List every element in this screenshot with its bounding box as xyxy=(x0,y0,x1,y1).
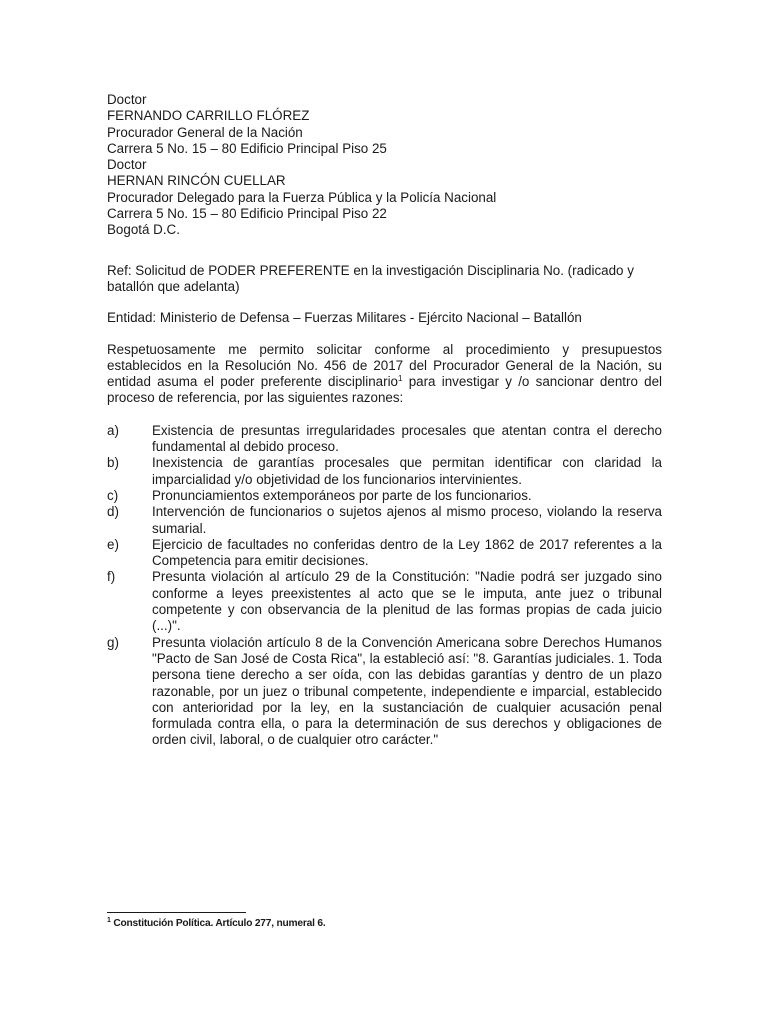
recipient-line: Carrera 5 No. 15 – 80 Edificio Principal Piso 25 xyxy=(107,140,387,156)
list-item-text: Presunta violación artículo 8 de la Convención Americana sobre Derechos Humanos "Pacto de San José de Costa Rica", la estableció así: "8. Garantías judiciales. 1. Toda persona tiene derecho a ser oída, con las debidas garantías y dentro de un plazo razonable, por un juez o tribunal competente, independiente e imparcial, establecido con anterioridad por la ley, en la sustanciación de cualquier acusación penal formulada contra ella, o para la determinación de sus derechos y obligaciones de orden civil, laboral, o de cualquier otro carácter." xyxy=(152,634,662,748)
recipient-line: Procurador General de la Nación xyxy=(107,124,303,140)
list-item-text: Ejercicio de facultades no conferidas dentro de la Ley 1862 de 2017 referentes a la Competencia para emitir decisiones. xyxy=(152,536,662,569)
recipient-line: Carrera 5 No. 15 – 80 Edificio Principal Piso 22 xyxy=(107,206,387,222)
list-item-text: Existencia de presuntas irregularidades procesales que atentan contra el derecho fundamental al debido proceso. xyxy=(152,422,662,455)
list-item xyxy=(107,455,662,488)
list-marker: c) xyxy=(107,487,119,503)
footnote xyxy=(107,918,325,929)
list-marker: f) xyxy=(107,569,116,585)
footnote-separator xyxy=(107,912,246,913)
recipient-line: Doctor xyxy=(107,157,147,173)
footnote-reference: 1 xyxy=(398,374,403,384)
list-item-text: Inexistencia de garantías procesales que permitan identificar con claridad la imparcialidad y/o objetividad de los funcionarios intervinientes. xyxy=(152,455,662,487)
letter-page xyxy=(107,92,662,749)
list-item xyxy=(107,537,662,570)
body-paragraph xyxy=(107,342,662,407)
list-item xyxy=(107,569,662,634)
list-item xyxy=(107,423,662,456)
list-marker: g) xyxy=(107,634,119,650)
body-text: Respetuosamente me permito solicitar conforme al procedimiento y presupuestos establecidos en la Resolución No. 456 de 2017 del Procurador General de la Nación, su entidad asuma el poder preferente disciplinario xyxy=(107,341,662,390)
recipient-line: HERNAN RINCÓN CUELLAR xyxy=(107,173,286,189)
recipient-block xyxy=(107,92,662,239)
list-item xyxy=(107,504,662,537)
list-item-text: Presunta violación al artículo 29 de la Constitución: "Nadie podrá ser juzgado sino conforme a leyes preexistentes al acto que se le imputa, ante juez o tribunal competente y con observancia de la plenitud de las formas propias de cada juicio (...)". xyxy=(152,569,662,634)
list-item-text: Pronunciamientos extemporáneos por parte de los funcionarios. xyxy=(152,487,532,503)
list-marker: d) xyxy=(107,504,119,520)
list-marker: b) xyxy=(107,455,119,471)
list-item-text: Intervención de funcionarios o sujetos ajenos al mismo proceso, violando la reserva sumarial. xyxy=(152,504,662,536)
list-marker: e) xyxy=(107,536,119,552)
reasons-list xyxy=(107,423,662,749)
recipient-line: FERNANDO CARRILLO FLÓREZ xyxy=(107,108,310,124)
list-item xyxy=(107,488,662,504)
footnote-text: Constitución Política. Artículo 277, numeral 6. xyxy=(110,918,326,929)
list-item xyxy=(107,635,662,749)
recipient-line: Bogotá D.C. xyxy=(107,222,180,238)
entity-line: Entidad: Ministerio de Defensa – Fuerzas Militares - Ejército Nacional – Batallón xyxy=(107,310,582,326)
body-text: para investigar y /o sancionar dentro del proceso de referencia, por las siguientes razones: xyxy=(107,374,662,406)
footnote-mark: 1 xyxy=(107,917,111,924)
recipient-line: Doctor xyxy=(107,92,147,107)
list-marker: a) xyxy=(107,422,119,438)
recipient-line: Procurador Delegado para la Fuerza Pública y la Policía Nacional xyxy=(107,189,497,205)
reference-line: Ref: Solicitud de PODER PREFERENTE en la investigación Disciplinaria No. (radicado y batallón que adelanta) xyxy=(107,262,634,294)
